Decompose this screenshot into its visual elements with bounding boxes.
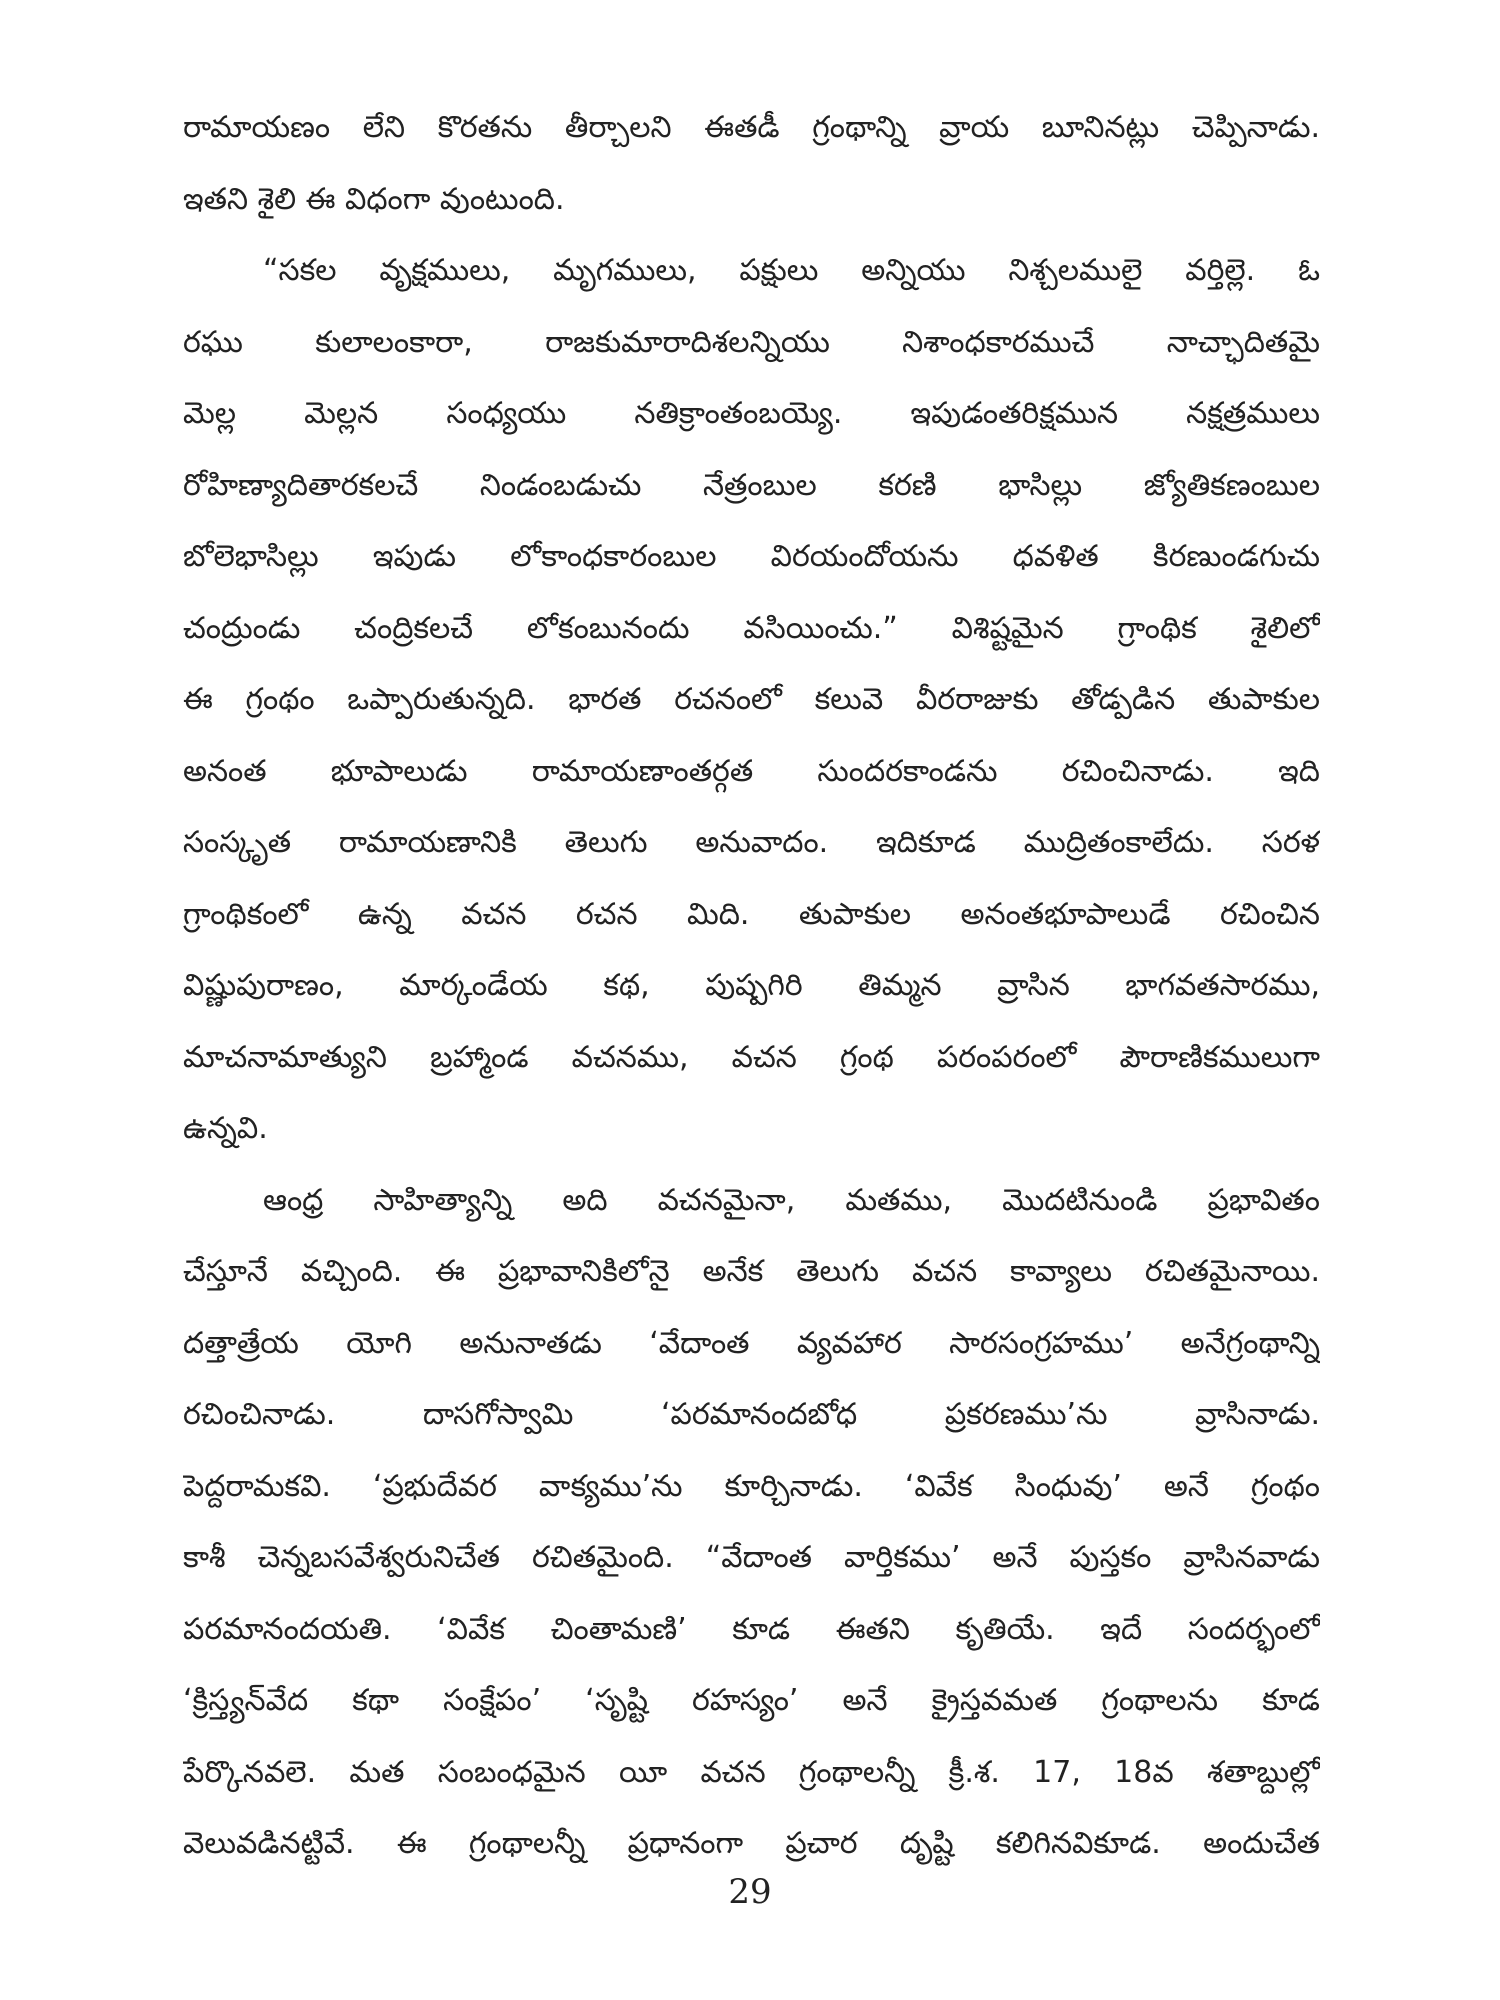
- paragraph-3: [183, 1165, 1320, 1880]
- page-number: 29: [728, 1872, 772, 1912]
- text-line: ఉన్నవి.: [183, 1111, 268, 1146]
- text-line: ఇతని శైలి ఈ విధంగా వుంటుంది.: [183, 181, 565, 217]
- text-line: గ్రాంథికంలో ఉన్న వచన రచన మిది. తుపాకుల అనంతభూపాలుడే రచించిన: [183, 896, 1320, 932]
- text-line: పేర్కొనవలె. మత సంబంధమైన యీ వచన గ్రంథాలన్నీ క్రీ.శ. 17, 18వ శతాబ్దుల్లో: [183, 1754, 1320, 1790]
- text-line: రోహిణ్యాదితారకలచే నిండంబడుచు నేత్రంబుల కరణి భాసిల్లు జ్యోతికణంబుల: [183, 467, 1320, 503]
- text-line: ‘క్రిస్త్యన్‌వేద కథా సంక్షేపం’ ‘సృష్టి రహస్యం’ అనే క్రైస్తవమత గ్రంథాలను కూడ: [183, 1683, 1320, 1718]
- text-line: దత్తాత్రేయ యోగి అనునాతడు ‘వేదాంత వ్యవహార సారసంగ్రహము’ అనేగ్రంథాన్ని: [183, 1325, 1320, 1361]
- paragraph-1: [183, 92, 1320, 235]
- text-line: చంద్రుండు చంద్రికలచే లోకంబునందు వసియించు.” విశిష్టమైన గ్రాంథిక శైలిలో: [183, 610, 1320, 646]
- paragraph-2: [183, 235, 1320, 1165]
- text-line: పెద్దరామకవి. ‘ప్రభుదేవర వాక్యము’ను కూర్చినాడు. ‘వివేక సింధువు’ అనే గ్రంథం: [183, 1468, 1320, 1504]
- text-line: కాశీ చెన్నబసవేశ్వరునిచేత రచితమైంది. “వేదాంత వార్తికము’ అనే పుస్తకం వ్రాసినవాడు: [183, 1540, 1320, 1575]
- text-line: చేస్తూనే వచ్చింది. ఈ ప్రభావానికిలోనై అనేక తెలుగు వచన కావ్యాలు రచితమైనాయి.: [183, 1254, 1320, 1289]
- text-line: ఈ గ్రంథం ఒప్పారుతున్నది. భారత రచనంలో కలువె వీరరాజుకు తోడ్పడిన తుపాకుల: [183, 682, 1320, 717]
- text-line: సంస్కృత రామాయణానికి తెలుగు అనువాదం. ఇదికూడ ముద్రితంకాలేదు. సరళ: [183, 825, 1320, 860]
- text-line: వెలువడినట్టివే. ఈ గ్రంథాలన్నీ ప్రధానంగా ప్రచార దృష్టి కలిగినవికూడ. అందుచేత: [183, 1826, 1320, 1861]
- text-line: బోలెభాసిల్లు ఇపుడు లోకాంధకారంబుల విరయందోయను ధవళిత కిరణుండగుచు: [183, 539, 1320, 574]
- text-line: రచించినాడు. దాసగోస్వామి ‘పరమానందబోధ ప్రకరణము’ను వ్రాసినాడు.: [183, 1397, 1320, 1432]
- text-line: విష్ణుపురాణం, మార్కండేయ కథ, పుష్పగిరి తిమ్మన వ్రాసిన భాగవతసారము,: [183, 968, 1320, 1003]
- text-line: అనంత భూపాలుడు రామాయణాంతర్గత సుందరకాండను రచించినాడు. ఇది: [183, 753, 1320, 789]
- text-line: రఘు కులాలంకారా, రాజకుమారాదిశలన్నియు నిశాంధకారముచే నాచ్ఛాదితమై: [183, 324, 1320, 360]
- text-line: పరమానందయతి. ‘వివేక చింతామణి’ కూడ ఈతని కృతియే. ఇదే సందర్భంలో: [183, 1611, 1320, 1647]
- text-line: ఆంధ్ర సాహిత్యాన్ని అది వచనమైనా, మతము, మొదటినుండి ప్రభావితం: [263, 1182, 1320, 1218]
- text-line: మెల్ల మెల్లన సంధ్యయు నతిక్రాంతంబయ్యె. ఇపుడంతరిక్షమున నక్షత్రములు: [183, 396, 1320, 431]
- text-line: మాచనామాత్యుని బ్రహ్మాండ వచనము, వచన గ్రంథ పరంపరంలో పౌరాణికములుగా: [183, 1039, 1320, 1075]
- text-line: రామాయణం లేని కొరతను తీర్చాలని ఈతడీ గ్రంథాన్ని వ్రాయ బూనినట్లు చెప్పినాడు.: [183, 110, 1320, 145]
- text-line: “సకల వృక్షములు, మృగములు, పక్షులు అన్నియు నిశ్చలములై వర్తిల్లె. ఓ: [263, 253, 1320, 288]
- body-text: [183, 92, 1320, 1880]
